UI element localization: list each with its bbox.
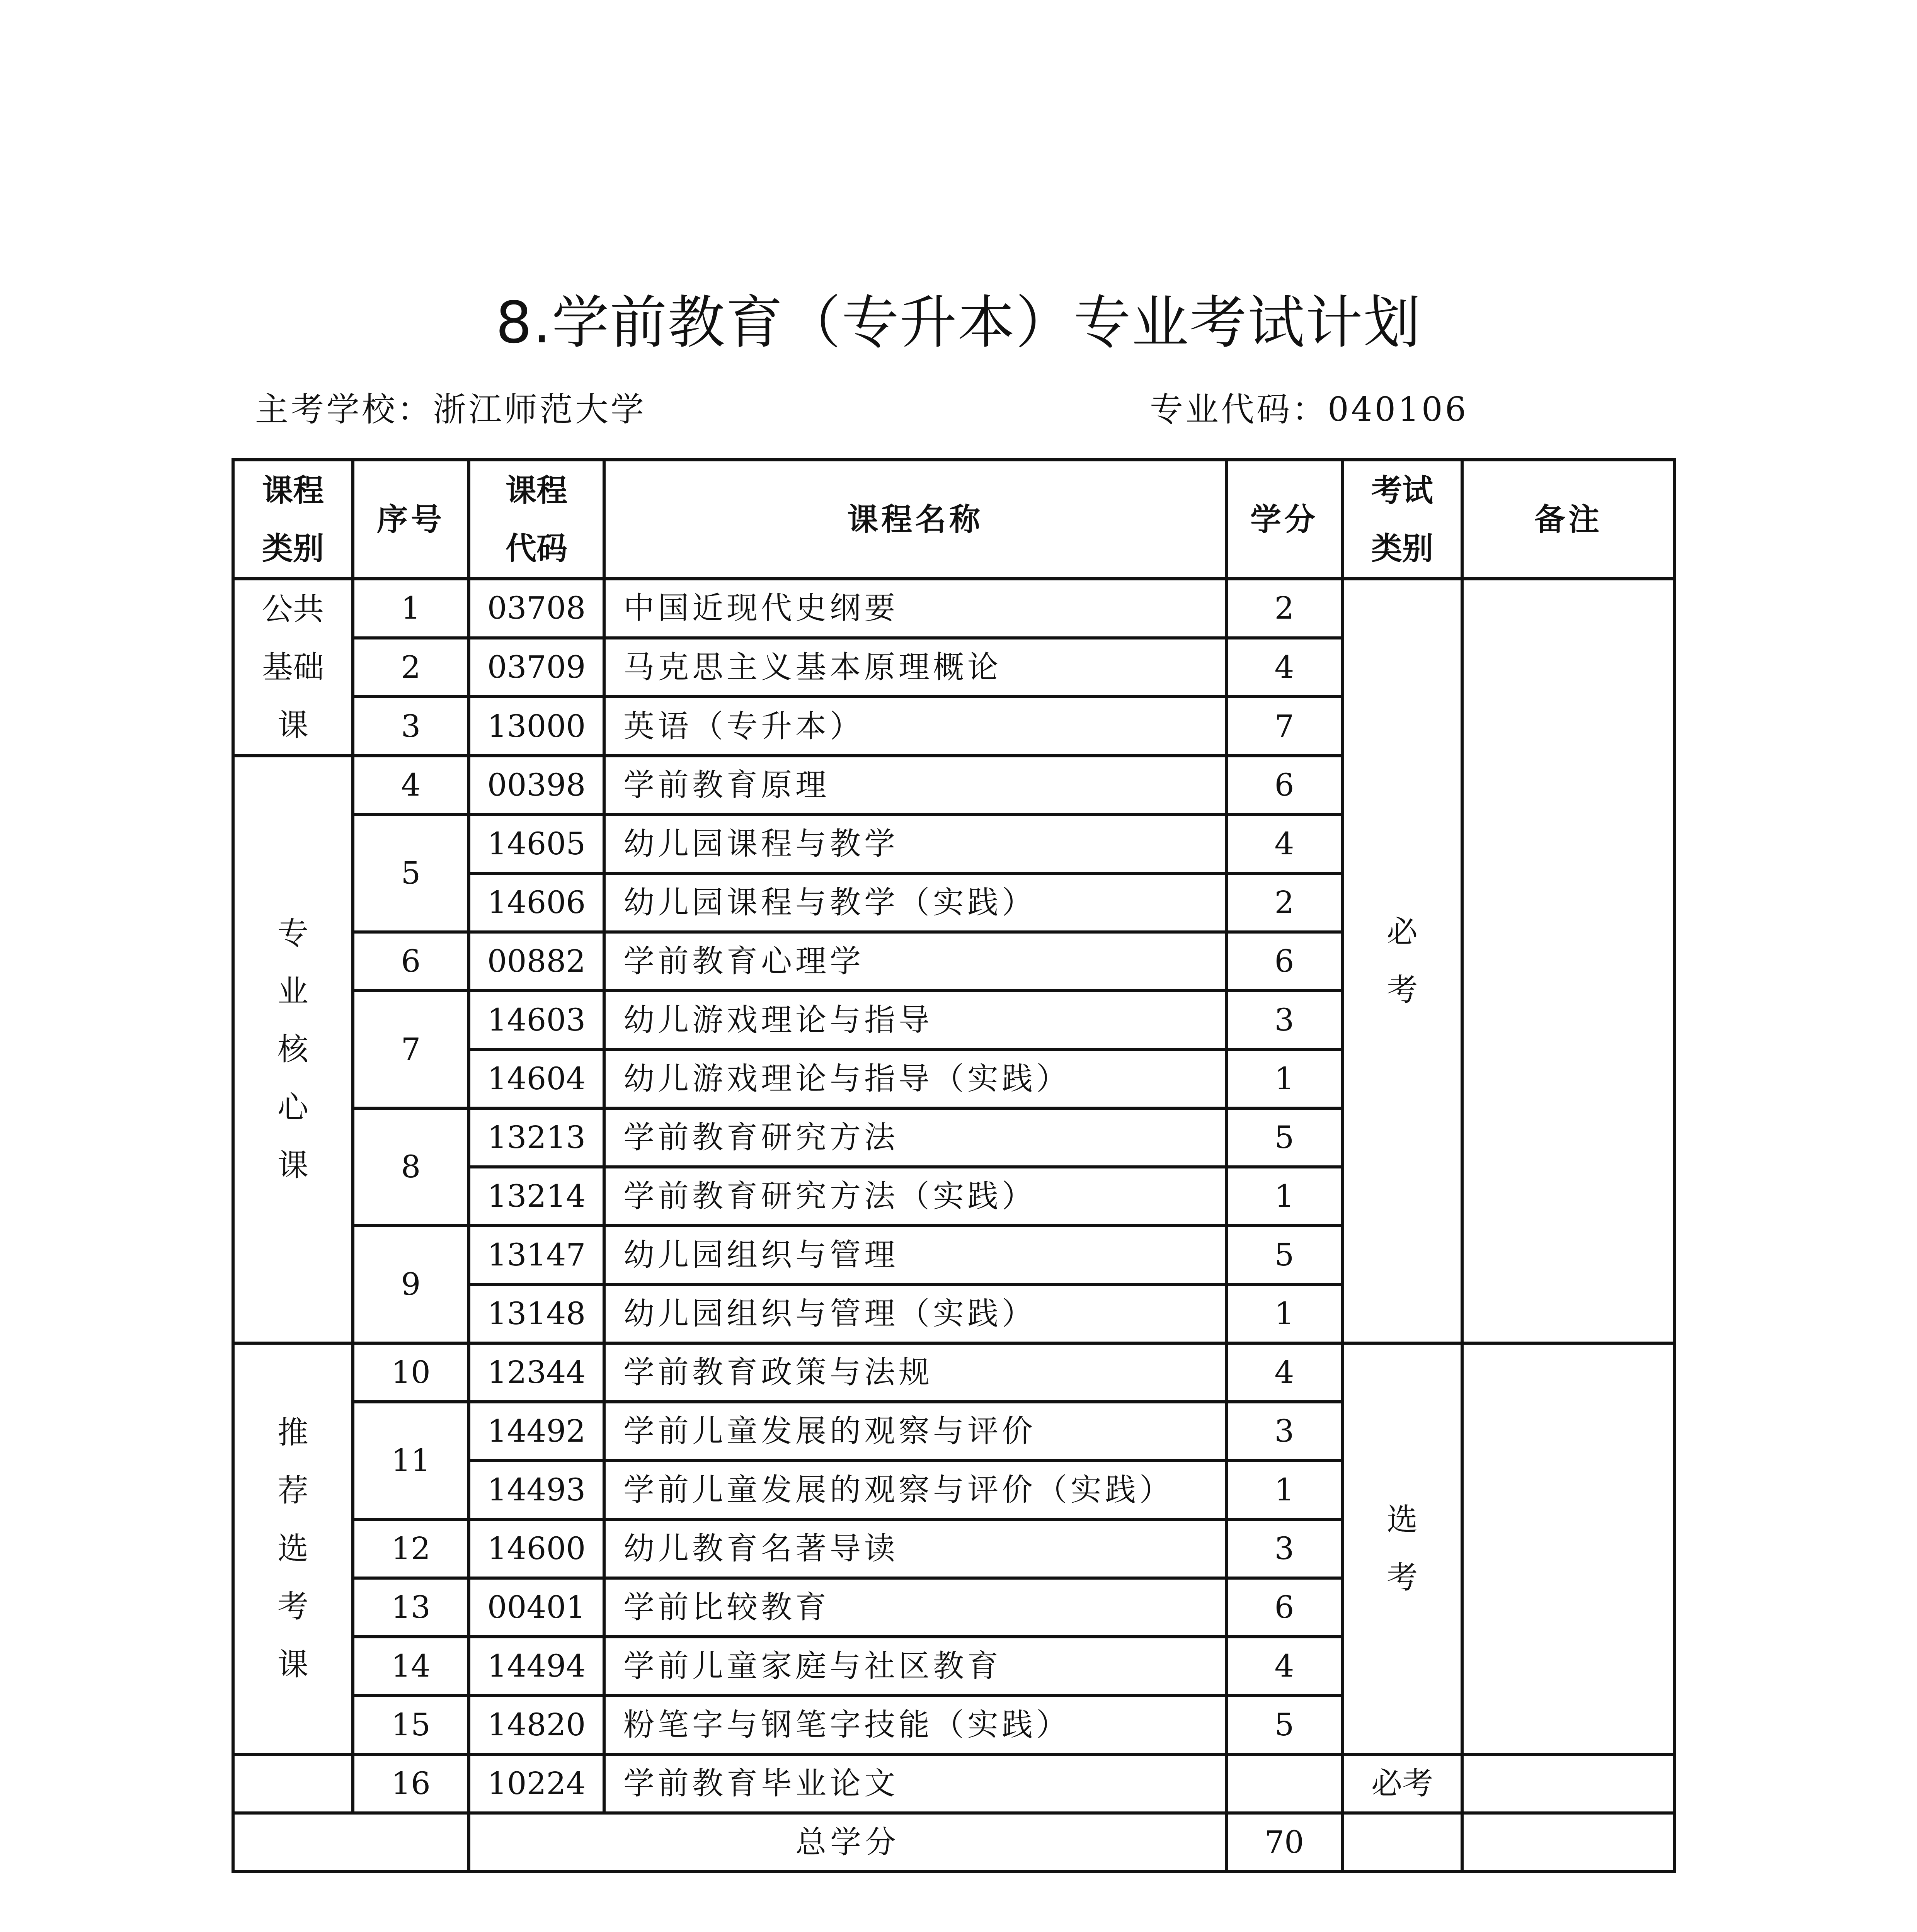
row-code: 10224	[469, 1754, 604, 1813]
category-empty	[233, 1754, 353, 1813]
row-index: 8	[353, 1108, 469, 1226]
header-index: 序号	[353, 460, 469, 579]
row-course-name: 幼儿园课程与教学（实践）	[604, 873, 1226, 932]
row-course-name: 幼儿园组织与管理（实践）	[604, 1284, 1226, 1343]
row-credit: 1	[1226, 1284, 1342, 1343]
row-credit: 6	[1226, 1578, 1342, 1637]
row-course-name: 学前教育毕业论文	[604, 1754, 1226, 1813]
row-index: 13	[353, 1578, 469, 1637]
row-course-name: 幼儿园组织与管理	[604, 1226, 1226, 1284]
row-index: 16	[353, 1754, 469, 1813]
header-remarks: 备注	[1462, 460, 1675, 579]
row-credit: 3	[1226, 1519, 1342, 1578]
row-credit: 4	[1226, 638, 1342, 697]
header-course-code: 课程 代码	[469, 460, 604, 579]
exam-plan-table	[232, 458, 1676, 1873]
row-code: 03709	[469, 638, 604, 697]
row-credit: 4	[1226, 1637, 1342, 1696]
row-course-name: 幼儿教育名著导读	[604, 1519, 1226, 1578]
remarks-cell	[1462, 1754, 1675, 1813]
row-index: 10	[353, 1343, 469, 1402]
table-row	[233, 579, 1675, 638]
row-code: 13147	[469, 1226, 604, 1284]
row-course-name: 学前比较教育	[604, 1578, 1226, 1637]
row-credit: 5	[1226, 1108, 1342, 1167]
header-exam-type: 考试 类别	[1342, 460, 1462, 579]
row-index: 2	[353, 638, 469, 697]
row-index: 15	[353, 1696, 469, 1754]
major-code: 专业代码：040106	[1150, 390, 1469, 429]
row-credit: 2	[1226, 579, 1342, 638]
row-course-name: 学前教育研究方法（实践）	[604, 1167, 1226, 1226]
remarks-cell	[1462, 579, 1675, 1343]
row-credit	[1226, 1754, 1342, 1813]
row-credit: 1	[1226, 1461, 1342, 1519]
row-course-name: 学前教育研究方法	[604, 1108, 1226, 1167]
row-course-name: 学前教育政策与法规	[604, 1343, 1226, 1402]
row-code: 14605	[469, 815, 604, 873]
row-credit: 3	[1226, 991, 1342, 1049]
header-category: 课程 类别	[233, 460, 353, 579]
row-credit: 7	[1226, 697, 1342, 756]
table-row	[233, 1754, 1675, 1813]
row-code: 13148	[469, 1284, 604, 1343]
row-credit: 4	[1226, 1343, 1342, 1402]
row-course-name: 幼儿游戏理论与指导	[604, 991, 1226, 1049]
row-code: 14494	[469, 1637, 604, 1696]
row-code: 00398	[469, 756, 604, 815]
row-course-name: 学前教育心理学	[604, 932, 1226, 991]
total-blank-exam	[1342, 1813, 1462, 1872]
exam-type-thesis: 必考	[1342, 1754, 1462, 1813]
row-course-name: 学前儿童发展的观察与评价（实践）	[604, 1461, 1226, 1519]
row-course-name: 马克思主义基本原理概论	[604, 638, 1226, 697]
row-course-name: 粉笔字与钢笔字技能（实践）	[604, 1696, 1226, 1754]
row-credit: 4	[1226, 815, 1342, 873]
exam-school: 主考学校：浙江师范大学	[255, 390, 646, 429]
row-code: 13000	[469, 697, 604, 756]
row-credit: 3	[1226, 1402, 1342, 1461]
total-row	[233, 1813, 1675, 1872]
row-credit: 5	[1226, 1696, 1342, 1754]
row-code: 13214	[469, 1167, 604, 1226]
row-code: 14492	[469, 1402, 604, 1461]
row-code: 14600	[469, 1519, 604, 1578]
row-code: 14493	[469, 1461, 604, 1519]
row-code: 14604	[469, 1049, 604, 1108]
row-index: 6	[353, 932, 469, 991]
category-recommended-elective: 推 荐 选 考 课	[233, 1343, 353, 1754]
row-index: 14	[353, 1637, 469, 1696]
row-credit: 6	[1226, 932, 1342, 991]
row-code: 14820	[469, 1696, 604, 1754]
row-code: 00882	[469, 932, 604, 991]
exam-type-optional: 选 考	[1342, 1343, 1462, 1754]
total-credits-label: 总学分	[469, 1813, 1226, 1872]
row-index: 9	[353, 1226, 469, 1343]
header-course-name: 课程名称	[604, 460, 1226, 579]
row-course-name: 英语（专升本）	[604, 697, 1226, 756]
row-index: 11	[353, 1402, 469, 1519]
page-title: 8.学前教育（专升本）专业考试计划	[495, 289, 1422, 356]
row-course-name: 学前儿童家庭与社区教育	[604, 1637, 1226, 1696]
category-public-basic: 公共 基础 课	[233, 579, 353, 756]
row-code: 14606	[469, 873, 604, 932]
row-course-name: 幼儿游戏理论与指导（实践）	[604, 1049, 1226, 1108]
table-row	[233, 1343, 1675, 1402]
header-row	[233, 460, 1675, 579]
total-blank	[233, 1813, 469, 1872]
row-code: 14603	[469, 991, 604, 1049]
row-index: 12	[353, 1519, 469, 1578]
row-index: 3	[353, 697, 469, 756]
row-code: 03708	[469, 579, 604, 638]
row-index: 4	[353, 756, 469, 815]
row-credit: 6	[1226, 756, 1342, 815]
row-code: 12344	[469, 1343, 604, 1402]
row-course-name: 学前教育原理	[604, 756, 1226, 815]
row-code: 13213	[469, 1108, 604, 1167]
row-credit: 2	[1226, 873, 1342, 932]
row-index: 5	[353, 815, 469, 932]
row-index: 7	[353, 991, 469, 1108]
row-index: 1	[353, 579, 469, 638]
row-code: 00401	[469, 1578, 604, 1637]
total-blank-remarks	[1462, 1813, 1675, 1872]
row-credit: 1	[1226, 1049, 1342, 1108]
exam-type-required: 必 考	[1342, 579, 1462, 1343]
category-major-core: 专 业 核 心 课	[233, 756, 353, 1343]
row-credit: 1	[1226, 1167, 1342, 1226]
remarks-cell	[1462, 1343, 1675, 1754]
row-course-name: 中国近现代史纲要	[604, 579, 1226, 638]
row-credit: 5	[1226, 1226, 1342, 1284]
header-credits: 学分	[1226, 460, 1342, 579]
row-course-name: 幼儿园课程与教学	[604, 815, 1226, 873]
total-credits-value: 70	[1226, 1813, 1342, 1872]
row-course-name: 学前儿童发展的观察与评价	[604, 1402, 1226, 1461]
